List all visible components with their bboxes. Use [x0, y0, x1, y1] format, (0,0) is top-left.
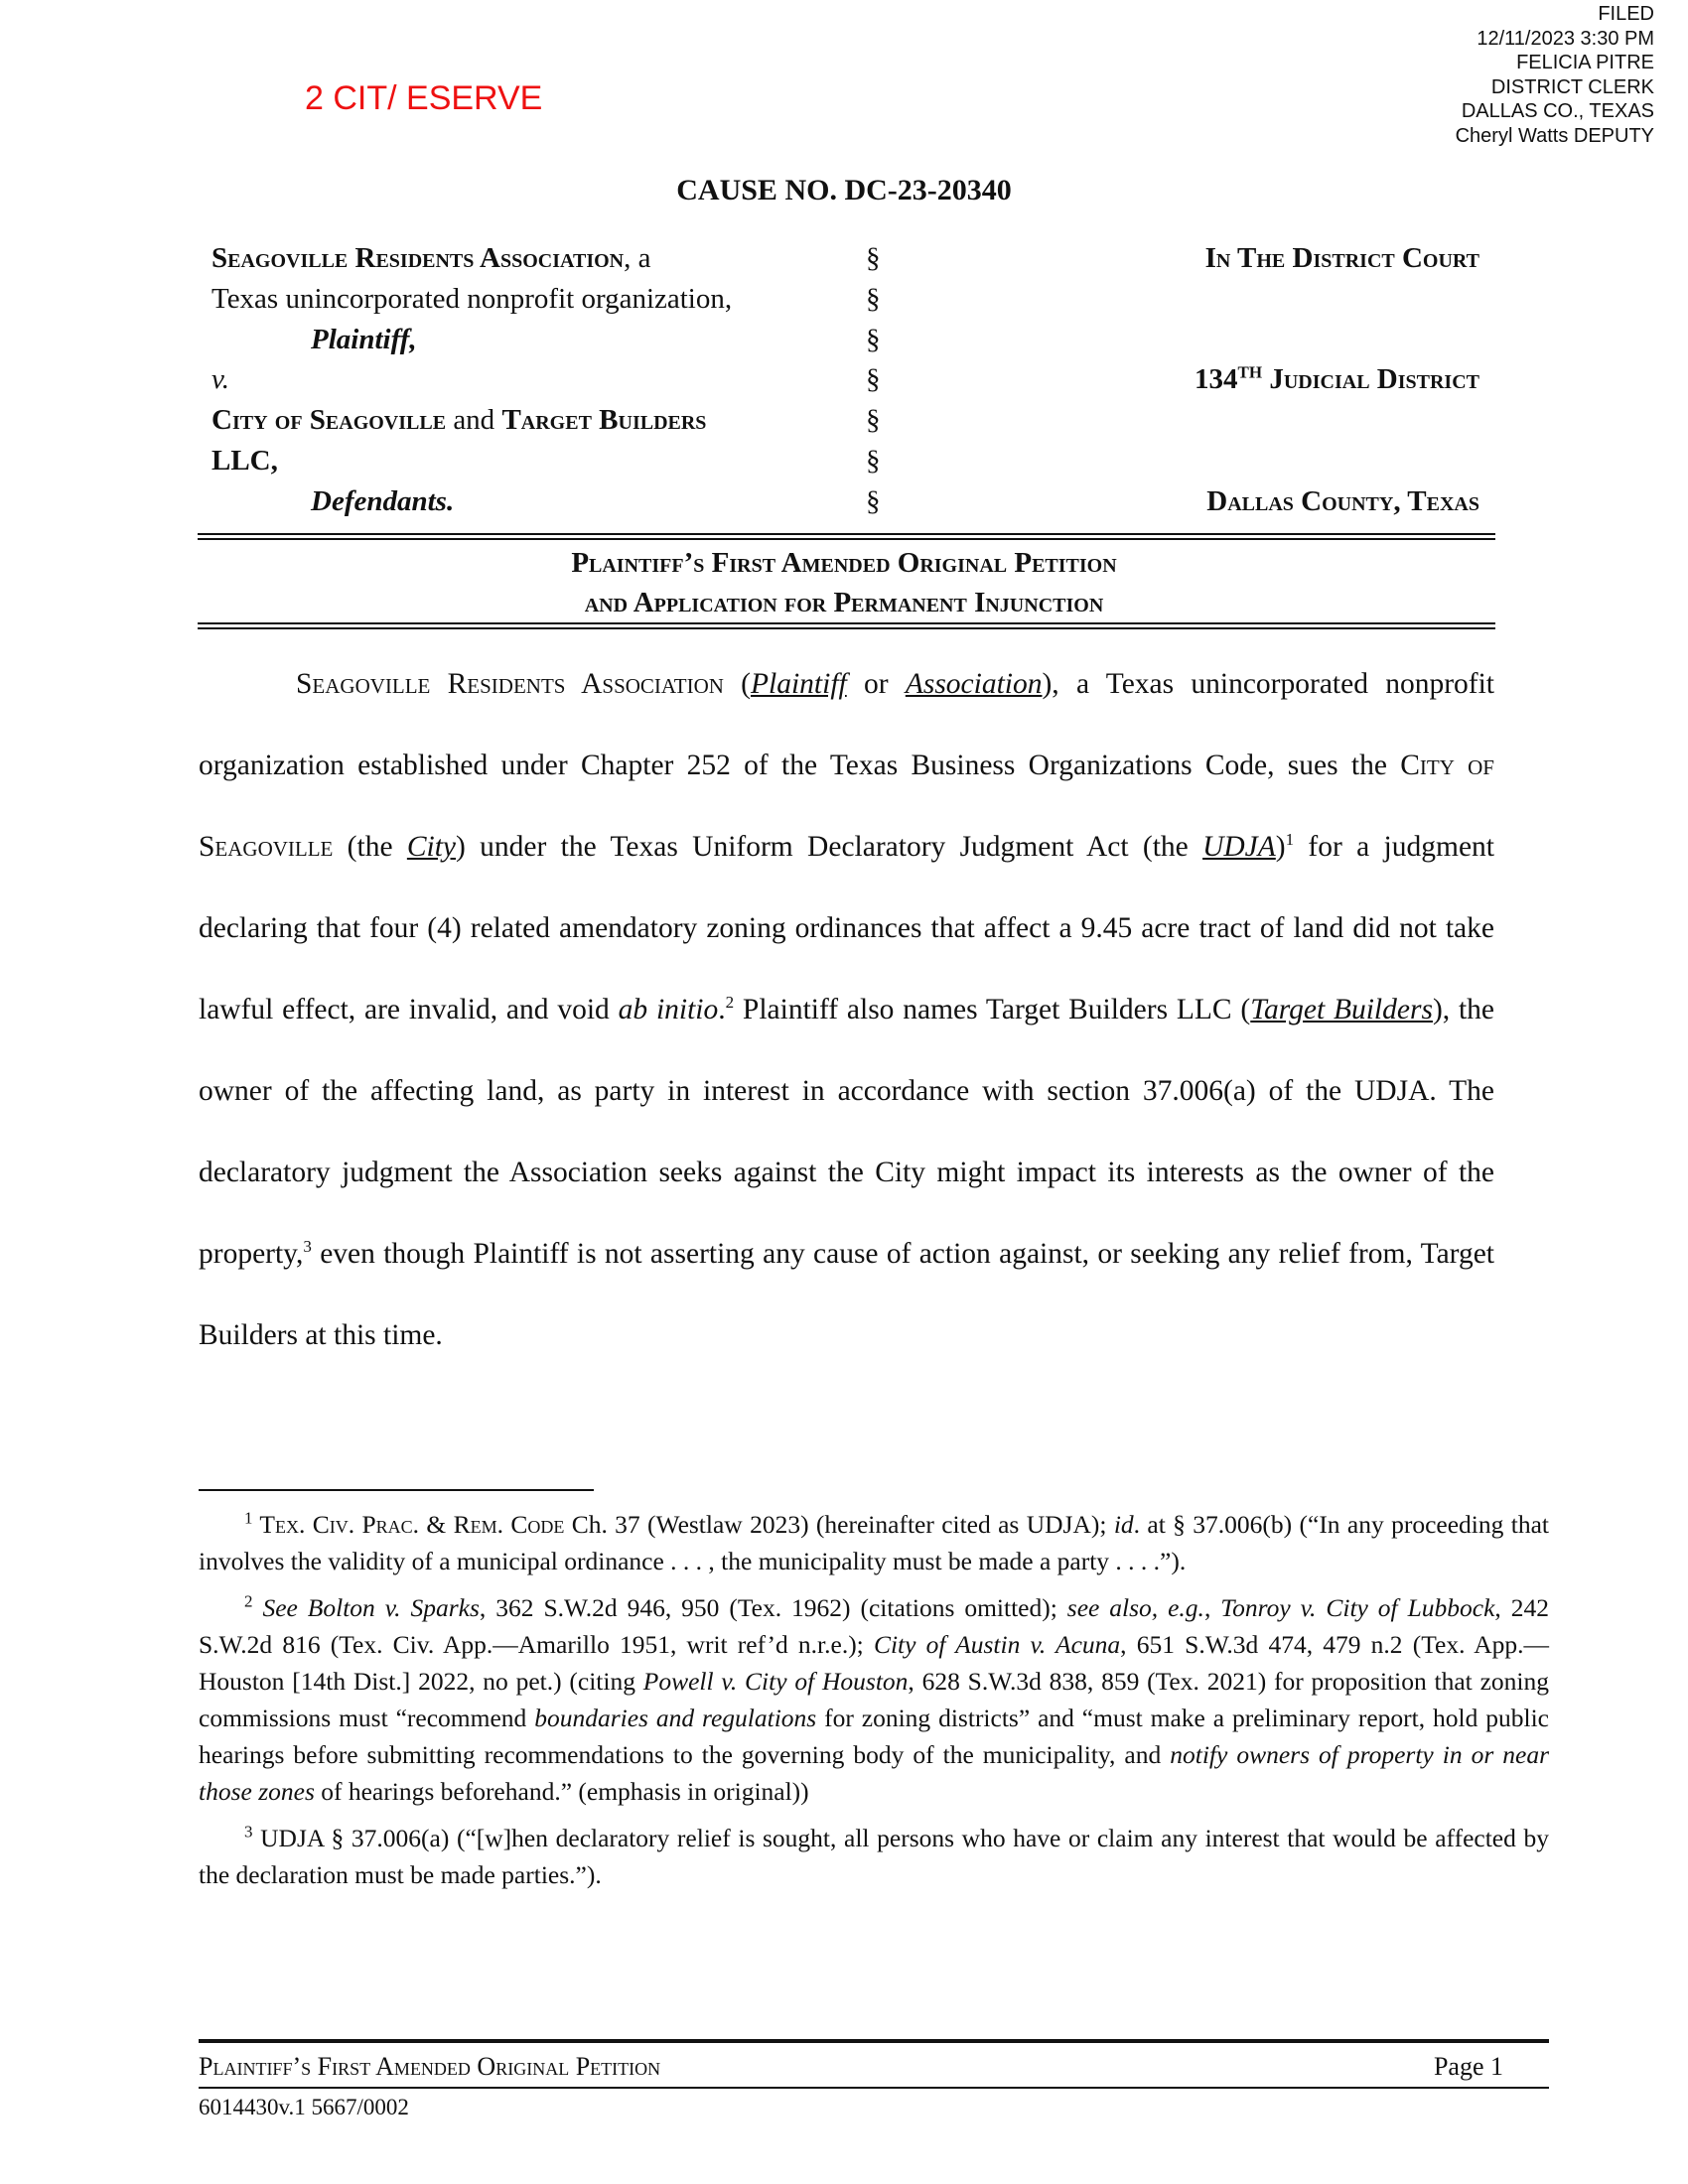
caption-court	[1195, 238, 1479, 522]
citation-signal: see also, e.g.	[1066, 1593, 1204, 1622]
footnote-number: 3	[244, 1822, 253, 1842]
defendant-builder-tail: LLC,	[211, 444, 278, 477]
document-id: 6014430v.1 5667/0002	[199, 2095, 409, 2119]
text-run: , 628 S.W.3d 838, 859 (Tex. 2021) for proposition that zoning commissions must “recommend	[199, 1667, 1549, 1732]
text-run: Plaintiff also names Target Builders LLC (	[734, 994, 1251, 1025]
document-title	[0, 543, 1688, 622]
page-footer	[199, 2039, 1549, 2089]
section-symbol-column	[866, 238, 881, 522]
text-run: for zoning districts” and “must make a preliminary report, hold public hearings before submitting recommendations to the governing body of the municipality, and	[199, 1704, 1549, 1769]
county: Dallas County, Texas	[1206, 484, 1479, 517]
footnote-number: 1	[244, 1508, 253, 1528]
emphasis: notify owners of property in or near those zones	[199, 1740, 1550, 1806]
text-run: .	[718, 994, 726, 1025]
footnote-ref-2[interactable]: 2	[725, 993, 735, 1013]
case-name: City of Austin v. Acuna	[873, 1630, 1121, 1659]
section-symbol: §	[866, 282, 881, 315]
defined-term-udja: UDJA	[1202, 831, 1276, 863]
footnote-2	[199, 1589, 1549, 1810]
divider	[198, 533, 1495, 535]
section-symbol: §	[866, 323, 881, 355]
case-name: Tonroy v. City of Lubbock	[1220, 1593, 1495, 1622]
caption-parties	[211, 238, 732, 522]
page-number: Page 1	[1433, 2052, 1503, 2081]
case-name: See Bolton v. Sparks	[252, 1593, 480, 1622]
defined-term-association: Association	[905, 668, 1043, 700]
text-run: ), a Texas unincorporated nonprofit organization established under Chapter 252 of the Texas Business Organizations Code, sues the	[199, 668, 1495, 781]
plaintiff-name-ref: Seagoville Residents Association	[296, 668, 724, 700]
footnotes	[199, 1506, 1549, 1903]
footnote-ref-3[interactable]: 3	[303, 1237, 312, 1257]
latin-phrase: ab initio	[618, 994, 719, 1025]
footnote-1	[199, 1506, 1549, 1579]
city-name-ref: City of Seagoville	[199, 750, 1494, 863]
text-run: ), the owner of the affecting land, as party in interest in accordance with section 37.006(a) of the UDJA. The declaratory judgment the Association seeks against the City might impact its interests as the owner of the property,	[199, 994, 1494, 1270]
section-symbol: §	[866, 444, 881, 477]
defined-term-target-builders: Target Builders	[1250, 994, 1433, 1025]
plaintiff-role: Plaintiff,	[311, 323, 417, 355]
text-run: (the	[333, 831, 407, 863]
divider	[198, 627, 1495, 629]
case-name: Powell v. City of Houston	[642, 1667, 909, 1696]
district-ordinal: TH	[1237, 362, 1263, 382]
text-run: or	[846, 668, 906, 700]
footnote-number: 2	[244, 1591, 253, 1611]
judicial-district	[1195, 359, 1479, 400]
text-run: Ch. 37 (Westlaw 2023) (hereinafter cited as UDJA);	[564, 1510, 1114, 1539]
footnote-3	[199, 1820, 1549, 1893]
text-run: . at § 37.006(b) (“In any proceeding that involves the validity of a municipal ordinance . . . , the municipality must be made a party . . . .”).	[199, 1510, 1549, 1575]
court-name: In The District Court	[1204, 242, 1479, 274]
section-symbol: §	[866, 404, 881, 437]
footnote-separator	[199, 1489, 594, 1491]
defendant-city: City of Seagoville	[211, 404, 447, 437]
text-run: for a judgment declaring that four (4) related amendatory zoning ordinances that affect a 9.45 acre tract of land did not take lawful effect, are invalid, and void	[199, 831, 1494, 1025]
text-run: )	[1275, 831, 1286, 863]
stamp-line: FELICIA PITRE	[1516, 52, 1654, 73]
text-run: (	[723, 668, 752, 700]
service-annotation: 2 CIT/ ESERVE	[305, 79, 543, 117]
defined-term-plaintiff: Plaintiff	[751, 668, 847, 700]
defendant-role: Defendants.	[311, 484, 455, 517]
title-line-2: and Application for Permanent Injunction	[584, 587, 1104, 618]
statute-name: Tex. Civ. Prac. & Rem. Code	[252, 1510, 565, 1539]
plaintiff-line-tail: , a	[624, 242, 651, 274]
divider	[198, 538, 1495, 540]
body-text	[199, 643, 1494, 1376]
stamp-line: DALLAS CO., TEXAS	[1461, 100, 1654, 122]
section-symbol: §	[866, 484, 881, 517]
section-symbol: §	[866, 363, 881, 396]
filing-stamp	[1456, 2, 1654, 148]
text-run: of hearings beforehand.” (emphasis in original))	[314, 1777, 809, 1806]
text-run: , 651 S.W.3d 474, 479 n.2 (Tex. App.—Houston [14th Dist.] 2022, no pet.) (citing	[199, 1630, 1550, 1696]
defined-term-city: City	[406, 831, 457, 863]
title-line-1: Plaintiff’s First Amended Original Petition	[571, 547, 1117, 579]
text-run: UDJA § 37.006(a) (“[w]hen declaratory relief is sought, all persons who have or claim any interest that would be affected by the declaration must be made parties.”).	[199, 1824, 1549, 1889]
text-run: ) under the Texas Uniform Declaratory Judgment Act (the	[456, 831, 1203, 863]
stamp-line: Cheryl Watts DEPUTY	[1455, 124, 1654, 147]
district-label: Judicial District	[1262, 363, 1479, 396]
text-run: , 362 S.W.2d 946, 950 (Tex. 1962) (citations omitted);	[479, 1593, 1067, 1622]
plaintiff-name: Seagoville Residents Association	[211, 242, 625, 274]
stamp-line: DISTRICT CLERK	[1490, 75, 1654, 98]
cause-number: CAUSE NO. DC-23-20340	[676, 174, 1012, 206]
emphasis: boundaries and regulations	[534, 1704, 817, 1732]
text-run: ,	[1203, 1593, 1221, 1622]
stamp-line: FILED	[1598, 3, 1654, 25]
text-run: even though Plaintiff is not asserting any cause of action against, or seeking any relief from, Target Builders at this time.	[199, 1238, 1494, 1351]
divider	[198, 622, 1495, 624]
text-run: , 242 S.W.2d 816 (Tex. Civ. App.—Amarillo 1951, writ ref’d n.r.e.);	[199, 1593, 1549, 1659]
plaintiff-description: Texas unincorporated nonprofit organization,	[211, 282, 733, 315]
footnote-ref-1[interactable]: 1	[1285, 830, 1295, 850]
and-text: and	[446, 404, 502, 437]
versus: v.	[211, 363, 229, 396]
section-symbol: §	[866, 242, 881, 274]
citation-signal: id	[1113, 1510, 1134, 1539]
district-number: 134	[1195, 363, 1238, 396]
defendant-builder: Target Builders	[501, 404, 707, 437]
footer-title: Plaintiff’s First Amended Original Petition	[199, 2052, 661, 2081]
stamp-line: 12/11/2023 3:30 PM	[1477, 27, 1654, 50]
